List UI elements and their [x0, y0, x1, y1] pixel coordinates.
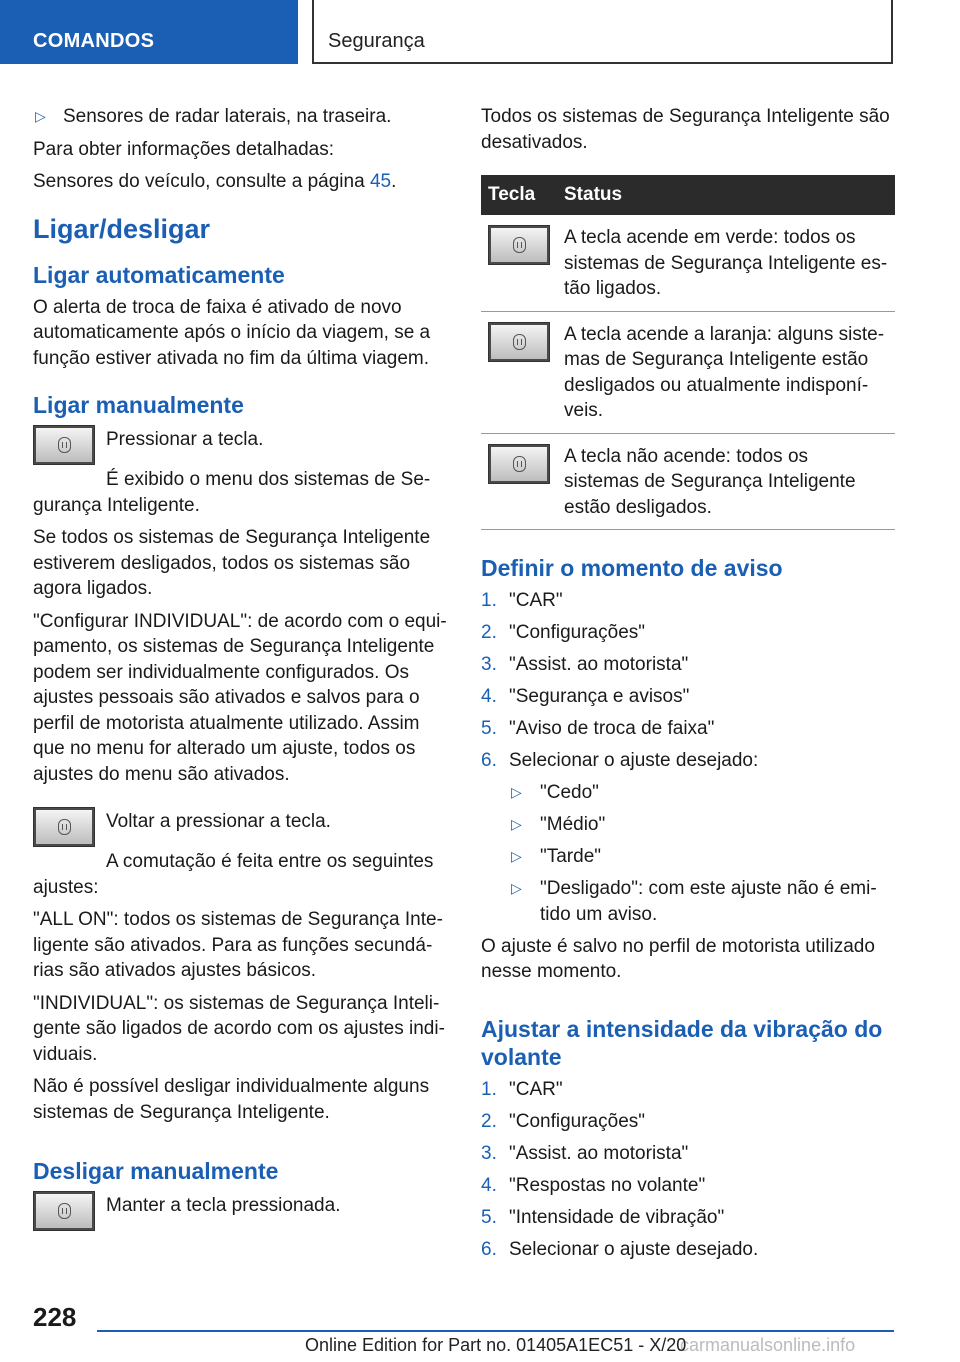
paragraph: É exibido o menu dos sistemas de Segurança Inteligente.: [33, 469, 431, 516]
list-item: 5. "Intensidade de vibração": [481, 1206, 725, 1228]
footer-divider: [97, 1330, 894, 1332]
bullet-triangle-icon: ▷: [511, 816, 522, 832]
bullet-triangle-icon: ▷: [511, 880, 522, 896]
option-item: ▷ "Cedo": [509, 780, 895, 806]
list-item: 2. "Configurações": [481, 1110, 646, 1132]
bullet-triangle-icon: ▷: [511, 784, 522, 800]
heading-ligar-auto: Ligar automaticamente: [33, 261, 285, 288]
heading-ligar-desligar: Ligar/desligar: [33, 213, 211, 244]
list-item: 4. "Respostas no volante": [481, 1174, 706, 1196]
edition-text: Online Edition for Part no. 01405A1EC51 - X/20: [305, 1335, 687, 1355]
safety-key-icon: [488, 225, 550, 265]
heading-ligar-manual: Ligar manualmente: [33, 392, 244, 418]
paragraph: Sensores do veículo, consulte a página 45.: [33, 171, 397, 192]
bullet-triangle-icon: ▷: [35, 108, 46, 124]
list-item: 6. Selecionar o ajuste desejado:: [481, 750, 759, 771]
list-item: 2. "Configurações": [481, 622, 646, 643]
section-title: COMANDOS: [33, 30, 155, 52]
key-instruction: Manter a tecla pressionada.: [33, 1193, 447, 1233]
heading-desligar-manual: Desligar manualmente: [33, 1158, 279, 1184]
page-number: 228: [33, 1302, 77, 1332]
column-header-status: Status: [557, 175, 895, 215]
status-cell: A tecla não acende: todos os sistemas de Segurança Inteligente estão desligados.: [557, 433, 895, 530]
safety-key-icon: [488, 444, 550, 484]
option-item: ▷ "Médio": [509, 812, 895, 838]
list-item: 1. "CAR": [481, 590, 563, 611]
status-cell: A tecla acende a laranja: alguns sistemas de Segurança Inteligente estão desligados ou atualmente indisponíveis.: [557, 311, 895, 433]
table-row: [481, 215, 895, 311]
page-link[interactable]: 45: [369, 171, 392, 192]
section-tab: [0, 0, 298, 64]
list-item: 6. Selecionar o ajuste desejado.: [481, 1238, 759, 1260]
list-item: 4. "Segurança e avisos": [481, 686, 690, 707]
list-item: 1. "CAR": [481, 1078, 563, 1100]
paragraph: Todos os sistemas de Segurança Inteligente são desativados.: [481, 106, 890, 153]
paragraph: Para obter informações detalhadas:: [33, 138, 335, 160]
status-cell: A tecla acende em verde: todos os sistemas de Segurança Inteligente estão ligados.: [557, 215, 895, 311]
watermark: carmanualsonline.info: [680, 1335, 856, 1355]
key-instruction: Pressionar a tecla.: [33, 427, 447, 467]
bullet-triangle-icon: ▷: [511, 848, 522, 864]
table-row: [481, 433, 895, 530]
safety-key-icon: [488, 322, 550, 362]
option-item: ▷ "Desligado": com este ajuste não é emitido um aviso.: [509, 876, 895, 927]
paragraph: "INDIVIDUAL": os sistemas de Segurança Inteligente são ligados de acordo com os ajustes individuais.: [33, 992, 445, 1065]
column-header-key: Tecla: [481, 175, 557, 215]
paragraph: A comutação é feita entre os seguintes ajustes:: [33, 851, 434, 898]
status-table: [481, 175, 895, 530]
option-item: ▷ "Tarde": [509, 844, 895, 870]
table-row: [481, 311, 895, 433]
left-column: [33, 104, 447, 1239]
bullet-item: ▷ Sensores de radar laterais, na traseira.: [33, 104, 447, 130]
safety-key-icon: [33, 807, 95, 847]
heading-vibracao: Ajustar a intensidade da vibração do volante: [481, 1015, 883, 1070]
key-instruction: Voltar a pressionar a tecla.: [33, 809, 447, 849]
list-item: 5. "Aviso de troca de faixa": [481, 718, 715, 739]
paragraph: Não é possível desligar individualmente alguns sistemas de Segurança Inteligente.: [33, 1076, 430, 1123]
safety-key-icon: [33, 1191, 95, 1231]
safety-key-icon: [33, 425, 95, 465]
list-item: 3. "Assist. ao motorista": [481, 654, 689, 675]
heading-momento-aviso: Definir o momento de aviso: [481, 555, 783, 581]
paragraph: Se todos os sistemas de Segurança Inteligente estiverem desligados, todos os sistemas são agora ligados.: [33, 527, 431, 599]
paragraph: O ajuste é salvo no perfil de motorista utilizado nesse momento.: [481, 935, 875, 982]
topic-title: Segurança: [328, 30, 425, 52]
paragraph: "ALL ON": todos os sistemas de Segurança Inteligente são ativados. Para as funções secundárias são ativados ajustes básicos.: [33, 909, 443, 981]
right-column: [481, 104, 895, 1269]
table-header-row: [481, 175, 895, 215]
list-item: 3. "Assist. ao motorista": [481, 1142, 689, 1164]
topic-tab: [312, 0, 893, 64]
paragraph: "Configurar INDIVIDUAL": de acordo com o equipamento, os sistemas de Segurança Inteligente podem ser individualmente configurados. Os ajustes pessoais são ativados e salvos para o perfil de motorista atualmente utilizado. Assim que no menu for alterado um ajuste, todos os ajustes do menu são ativados.: [33, 610, 447, 785]
paragraph: O alerta de troca de faixa é ativado de novo automaticamente após o início da viagem, se a função estiver ativada no fim da última viagem.: [33, 296, 431, 369]
